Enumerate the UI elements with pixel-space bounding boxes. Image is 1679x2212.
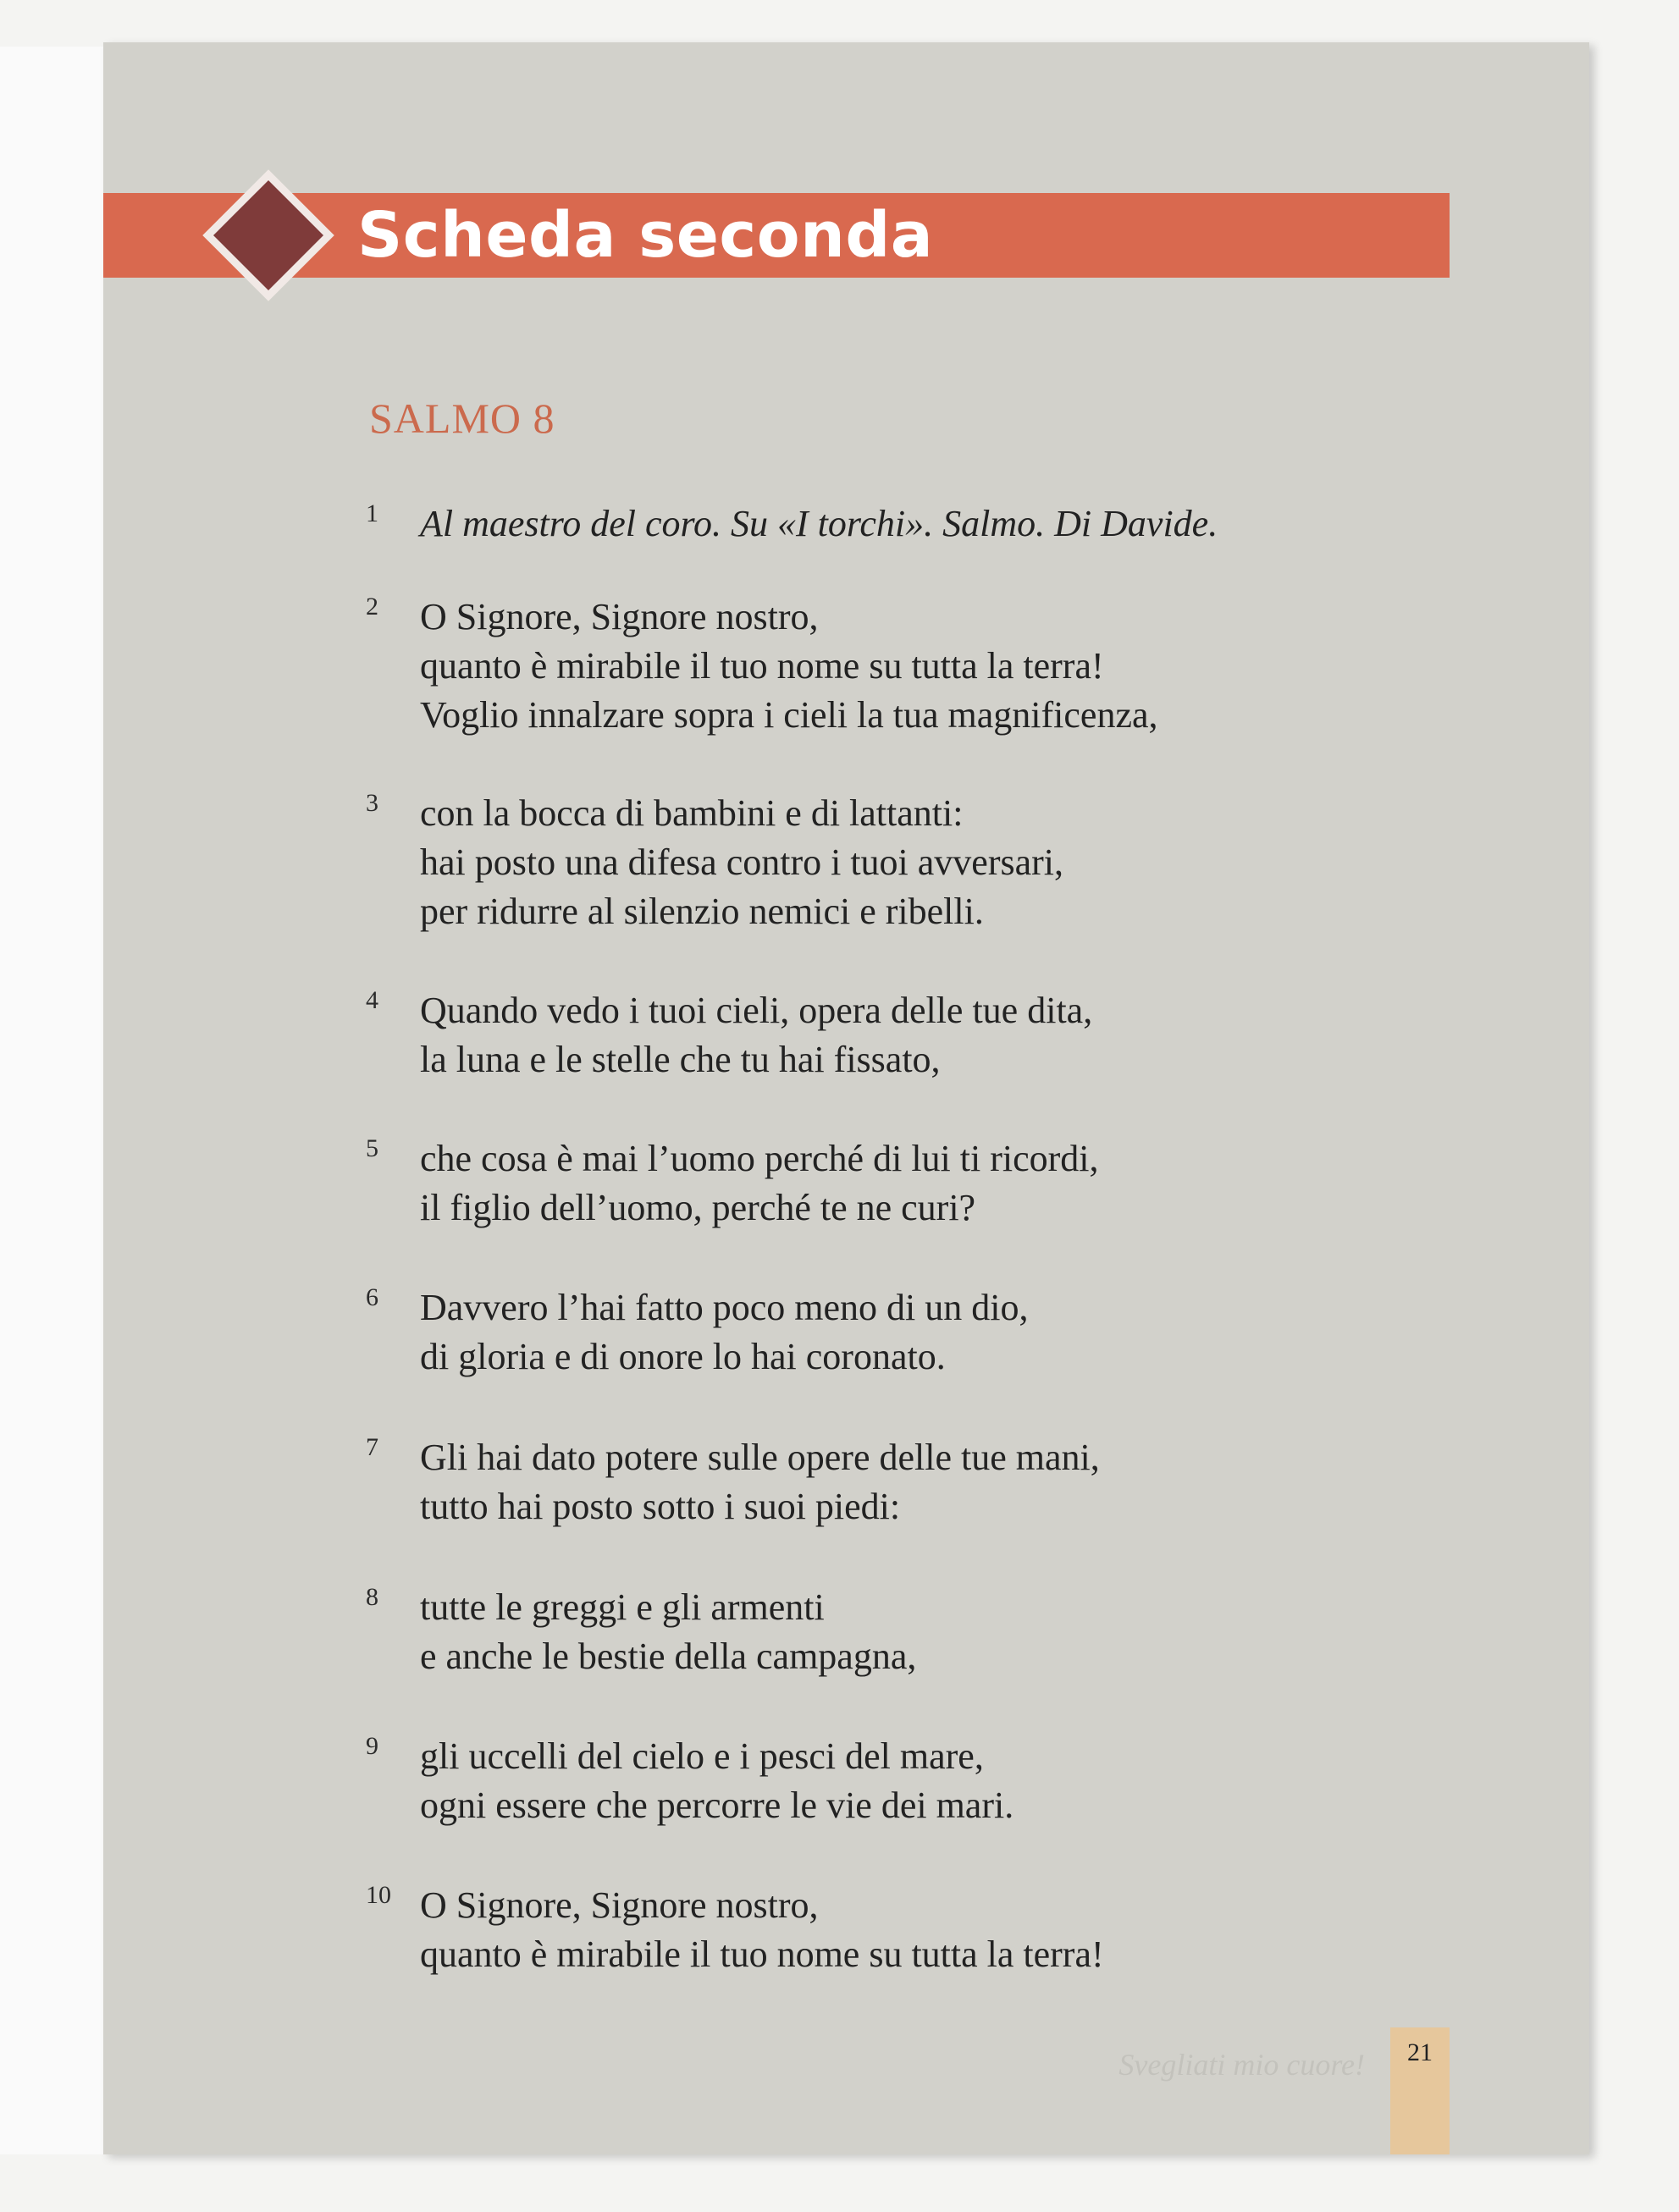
verse-text: Davvero l’hai fatto poco meno di un dio, di gloria e di onore lo hai coronato.: [420, 1287, 1029, 1377]
verse-text: Al maestro del coro. Su «I torchi». Salmo. Di Davide.: [420, 503, 1218, 544]
verse-number: 9: [366, 1732, 378, 1760]
verse-number: 4: [366, 986, 378, 1014]
verse-number: 1: [366, 499, 378, 527]
section-title: Scheda seconda: [357, 199, 934, 272]
verse-number: 8: [366, 1583, 378, 1611]
psalm-title: SALMO 8: [369, 394, 555, 442]
verse-text: che cosa è mai l’uomo perché di lui ti ricordi, il figlio dell’uomo, perché te ne curi?: [420, 1138, 1099, 1228]
facing-page-edge: [0, 47, 105, 2154]
verse-number: 7: [366, 1433, 378, 1461]
verse-number: 3: [366, 789, 378, 817]
page-number: 21: [1407, 2038, 1433, 2066]
verse-number: 2: [366, 593, 378, 621]
verse-number: 6: [366, 1283, 378, 1311]
verse-text: gli uccelli del cielo e i pesci del mare, ogni essere che percorre le vie dei mari.: [420, 1735, 1014, 1826]
verse-text: tutte le greggi e gli armenti e anche le bestie della campagna,: [420, 1586, 917, 1677]
verse-number: 10: [366, 1881, 391, 1909]
footer-book-title: Svegliati mio cuore!: [1118, 2048, 1365, 2082]
verse-text: con la bocca di bambini e di lattanti: hai posto una difesa contro i tuoi avversari, per ridurre al silenzio nemici e ribelli.: [420, 792, 1064, 932]
verse-number: 5: [366, 1134, 378, 1162]
verse-text: O Signore, Signore nostro, quanto è mirabile il tuo nome su tutta la terra!: [420, 1884, 1104, 1975]
verse-text: Quando vedo i tuoi cieli, opera delle tue dita, la luna e le stelle che tu hai fissato,: [420, 990, 1093, 1080]
verse-text: Gli hai dato potere sulle opere delle tue mani, tutto hai posto sotto i suoi piedi:: [420, 1437, 1100, 1527]
verse-text: O Signore, Signore nostro, quanto è mirabile il tuo nome su tutta la terra! Voglio innalzare sopra i cieli la tua magnificenza,: [420, 596, 1158, 736]
booklet-page: [103, 42, 1589, 2154]
